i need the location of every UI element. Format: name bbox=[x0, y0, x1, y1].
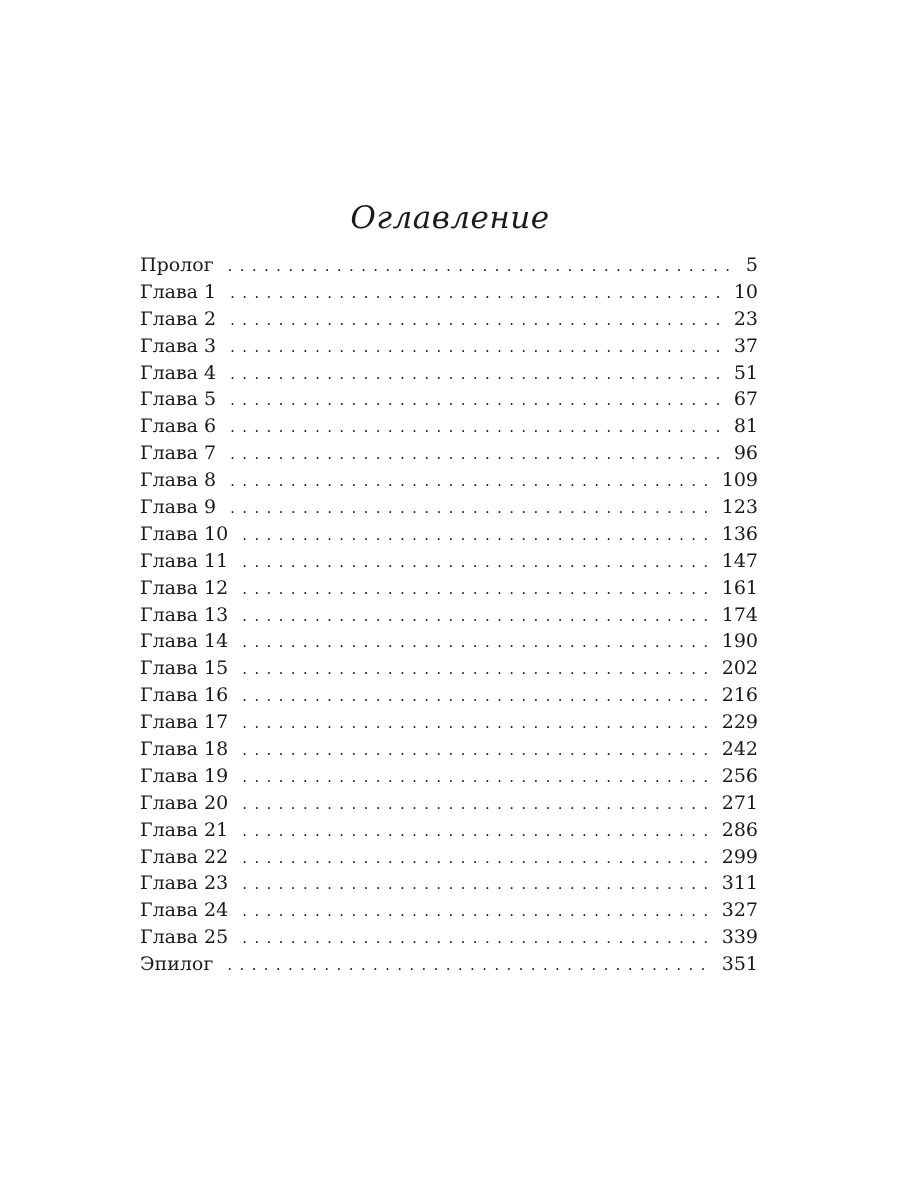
dot-leader bbox=[242, 628, 710, 655]
dot-leader bbox=[242, 709, 710, 736]
toc-entry-page-number: 5 bbox=[745, 254, 758, 276]
toc-entry[interactable] bbox=[140, 413, 758, 440]
toc-entry-label: Глава 11 bbox=[140, 549, 229, 572]
toc-entry[interactable] bbox=[140, 897, 758, 924]
toc-entry[interactable] bbox=[140, 870, 758, 897]
toc-entry[interactable] bbox=[140, 655, 758, 682]
page-title: Оглавление bbox=[350, 200, 550, 236]
dot-leader bbox=[242, 521, 710, 548]
toc-entry[interactable] bbox=[140, 602, 758, 629]
dot-leader bbox=[230, 386, 722, 413]
toc-entry-page-number: 190 bbox=[721, 630, 758, 653]
toc-entry[interactable] bbox=[140, 763, 758, 790]
toc-entry[interactable] bbox=[140, 252, 758, 279]
toc-entry-page-number: 161 bbox=[721, 576, 758, 599]
dot-leader bbox=[230, 467, 710, 494]
toc-entry[interactable] bbox=[140, 494, 758, 521]
toc-entry-label: Глава 2 bbox=[140, 307, 217, 330]
toc-entry-page-number: 123 bbox=[721, 496, 758, 519]
toc-entry-page-number: 299 bbox=[721, 845, 758, 868]
toc-entry-label: Глава 23 bbox=[140, 872, 229, 895]
toc-entry-page-number: 109 bbox=[721, 469, 758, 492]
dot-leader bbox=[242, 897, 710, 924]
dot-leader bbox=[230, 360, 722, 387]
toc-entry-page-number: 174 bbox=[721, 603, 758, 626]
toc-entry-label: Глава 20 bbox=[140, 791, 229, 814]
toc-entry-page-number: 351 bbox=[721, 953, 758, 976]
toc-entry-label: Глава 4 bbox=[140, 361, 217, 384]
toc-entry[interactable] bbox=[140, 709, 758, 736]
dot-leader bbox=[242, 790, 710, 817]
toc-entry-label: Глава 15 bbox=[140, 657, 229, 680]
dot-leader bbox=[230, 279, 722, 306]
toc-entry-page-number: 202 bbox=[721, 657, 758, 680]
toc-entry-label: Глава 25 bbox=[140, 926, 229, 949]
dot-leader bbox=[228, 252, 734, 279]
toc-entry-page-number: 10 bbox=[733, 280, 758, 303]
toc-entry-page-number: 81 bbox=[733, 415, 758, 438]
toc-entry-label: Глава 24 bbox=[140, 899, 229, 922]
toc-entry[interactable] bbox=[140, 924, 758, 951]
dot-leader bbox=[242, 844, 710, 871]
toc-entry[interactable] bbox=[140, 951, 758, 978]
dot-leader bbox=[242, 548, 710, 575]
toc-entry-page-number: 136 bbox=[721, 522, 758, 545]
toc-entry-page-number: 216 bbox=[721, 684, 758, 707]
toc-entry-page-number: 67 bbox=[733, 388, 758, 411]
toc-entry[interactable] bbox=[140, 790, 758, 817]
toc-entry-label: Глава 7 bbox=[140, 442, 217, 465]
dot-leader bbox=[230, 306, 722, 333]
dot-leader bbox=[242, 817, 710, 844]
toc-entry-label: Глава 19 bbox=[140, 764, 229, 787]
toc-entry-label: Глава 14 bbox=[140, 630, 229, 653]
toc-entry-page-number: 229 bbox=[721, 711, 758, 734]
toc-entry-page-number: 96 bbox=[733, 442, 758, 465]
toc-entry[interactable] bbox=[140, 682, 758, 709]
toc-entry[interactable] bbox=[140, 844, 758, 871]
toc-entry-label: Глава 17 bbox=[140, 711, 229, 734]
toc-entry[interactable] bbox=[140, 521, 758, 548]
dot-leader bbox=[230, 333, 722, 360]
toc-entry-page-number: 327 bbox=[721, 899, 758, 922]
toc-entry[interactable] bbox=[140, 440, 758, 467]
toc-entry-page-number: 51 bbox=[733, 361, 758, 384]
dot-leader bbox=[227, 951, 709, 978]
dot-leader bbox=[242, 763, 710, 790]
toc-entry-label: Эпилог bbox=[140, 953, 214, 976]
toc-entry-label: Глава 5 bbox=[140, 388, 217, 411]
toc-entry-page-number: 242 bbox=[721, 738, 758, 761]
toc-entry-label: Глава 12 bbox=[140, 576, 229, 599]
toc-entry-label: Глава 3 bbox=[140, 334, 217, 357]
toc-entry[interactable] bbox=[140, 333, 758, 360]
dot-leader bbox=[242, 602, 710, 629]
dot-leader bbox=[242, 870, 710, 897]
dot-leader bbox=[230, 494, 710, 521]
toc-entry-label: Глава 22 bbox=[140, 845, 229, 868]
toc-entry[interactable] bbox=[140, 817, 758, 844]
toc-entry[interactable] bbox=[140, 736, 758, 763]
toc-entry-page-number: 37 bbox=[733, 334, 758, 357]
toc-entry-label: Глава 13 bbox=[140, 603, 229, 626]
toc-entry-page-number: 286 bbox=[721, 818, 758, 841]
toc-entry[interactable] bbox=[140, 360, 758, 387]
toc-entry-page-number: 311 bbox=[721, 872, 758, 895]
toc-entry-label: Пролог bbox=[140, 254, 214, 276]
toc-entry-label: Глава 1 bbox=[140, 280, 217, 303]
dot-leader bbox=[242, 736, 710, 763]
toc-entry[interactable] bbox=[140, 306, 758, 333]
table-of-contents bbox=[140, 252, 758, 978]
toc-entry-label: Глава 9 bbox=[140, 496, 217, 519]
toc-entry[interactable] bbox=[140, 467, 758, 494]
dot-leader bbox=[242, 575, 710, 602]
toc-entry-label: Глава 6 bbox=[140, 415, 217, 438]
toc-entry[interactable] bbox=[140, 628, 758, 655]
dot-leader bbox=[230, 413, 722, 440]
toc-entry-label: Глава 16 bbox=[140, 684, 229, 707]
toc-entry[interactable] bbox=[140, 279, 758, 306]
toc-entry-label: Глава 10 bbox=[140, 522, 229, 545]
toc-entry[interactable] bbox=[140, 575, 758, 602]
toc-entry[interactable] bbox=[140, 548, 758, 575]
dot-leader bbox=[242, 682, 710, 709]
dot-leader bbox=[242, 655, 710, 682]
toc-entry-label: Глава 21 bbox=[140, 818, 229, 841]
dot-leader bbox=[230, 440, 722, 467]
toc-entry-page-number: 147 bbox=[721, 549, 758, 572]
toc-entry-label: Глава 8 bbox=[140, 469, 217, 492]
toc-entry-page-number: 339 bbox=[721, 926, 758, 949]
dot-leader bbox=[242, 924, 710, 951]
toc-entry-page-number: 23 bbox=[733, 307, 758, 330]
toc-entry-page-number: 256 bbox=[721, 764, 758, 787]
toc-entry-label: Глава 18 bbox=[140, 738, 229, 761]
toc-entry-page-number: 271 bbox=[721, 791, 758, 814]
toc-entry[interactable] bbox=[140, 386, 758, 413]
